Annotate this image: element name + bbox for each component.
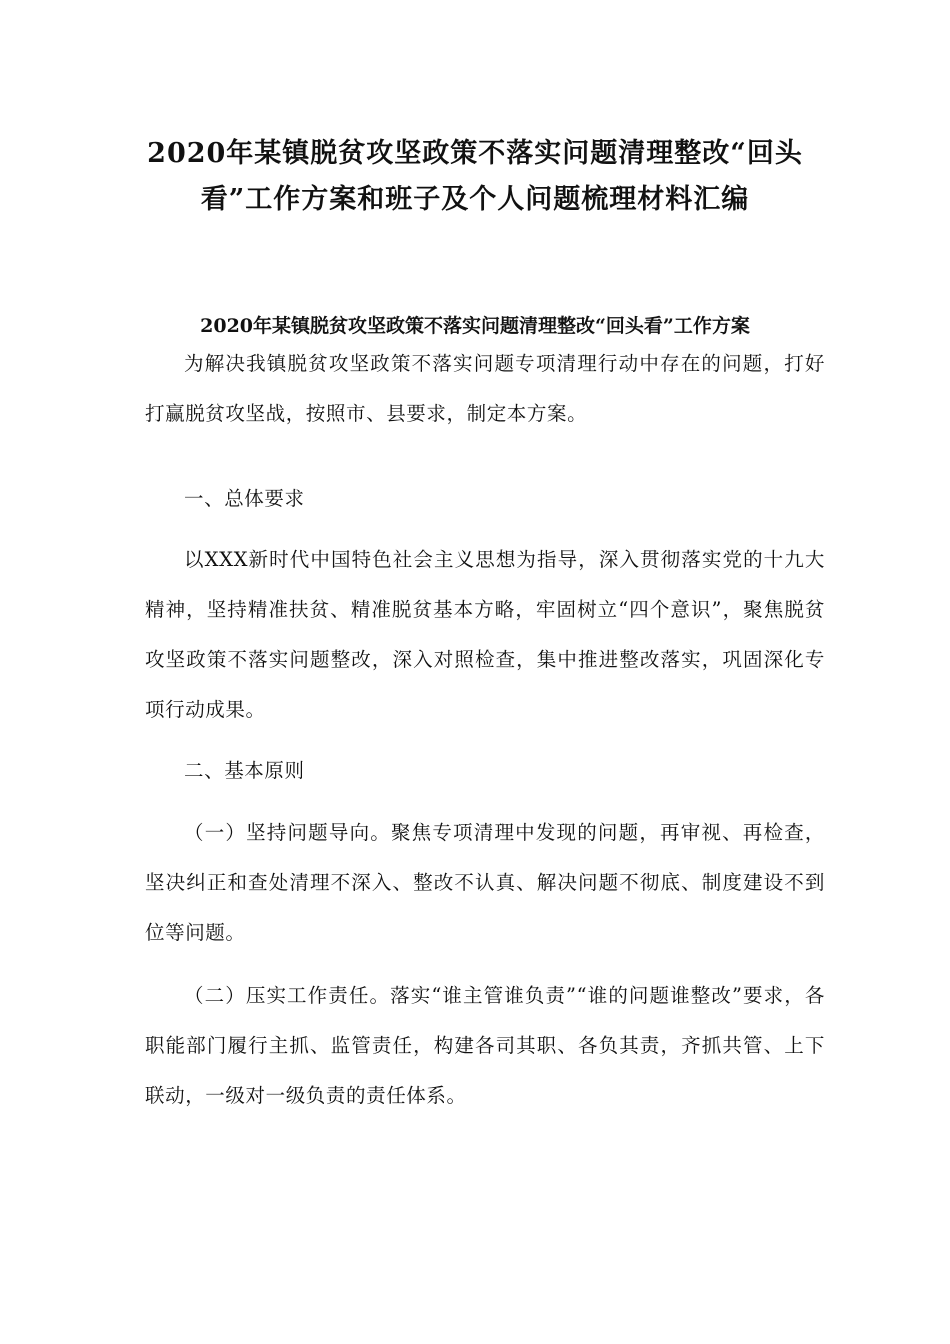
principle-two-paragraph: （二）压实工作责任。落实“谁主管谁负责”“谁的问题谁整改”要求，各职能部门履行主抓、监管责任，构建各司其职、各负其责，齐抓共管、上下联动，一级对一级负责的责任体系。 [145,984,825,1107]
general-requirements-paragraph: 以XXX新时代中国特色社会主义思想为指导，深入贯彻落实党的十九大精神，坚持精准扶贫、精准脱贫基本方略，牢固树立“四个意识”，聚焦脱贫攻坚政策不落实问题整改，深入对照检查，集中推进整改落实，巩固深化专项行动成果。 [145,548,825,721]
section-title: 2020年某镇脱贫攻坚政策不落实问题清理整改“回头看”工作方案 [200,315,750,337]
heading-basic-principles: 二、基本原则 [184,759,305,782]
heading-general-requirements: 一、总体要求 [184,487,305,510]
document-title: 2020年某镇脱贫攻坚政策不落实问题清理整改“回头看”工作方案和班子及个人问题梳理材料汇编 [147,138,803,215]
intro-paragraph: 为解决我镇脱贫攻坚政策不落实问题专项清理行动中存在的问题，打好打赢脱贫攻坚战，按照市、县要求，制定本方案。 [145,352,825,425]
principle-one-paragraph: （一）坚持问题导向。聚焦专项清理中发现的问题，再审视、再检查，坚决纠正和查处清理不深入、整改不认真、解决问题不彻底、制度建设不到位等问题。 [145,821,825,944]
